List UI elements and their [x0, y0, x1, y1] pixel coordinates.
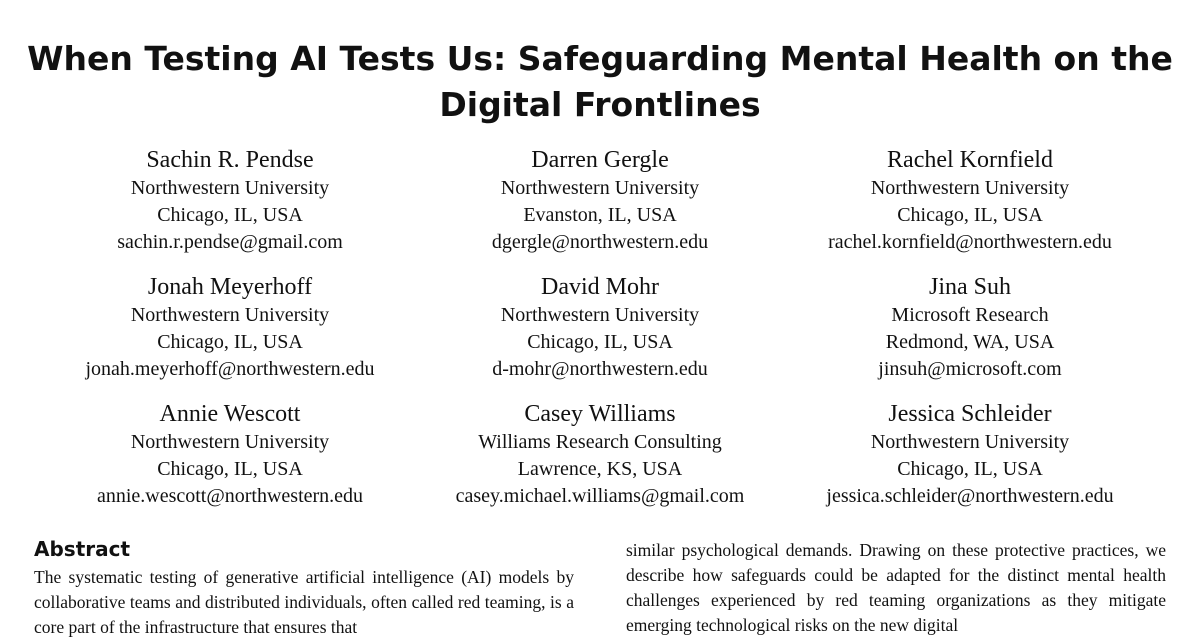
author-affiliation: Northwestern University: [500, 304, 700, 326]
author-email[interactable]: jonah.meyerhoff@northwestern.edu: [85, 358, 375, 380]
author-email[interactable]: annie.wescott@northwestern.edu: [96, 485, 364, 507]
author-email[interactable]: d-mohr@northwestern.edu: [492, 358, 708, 380]
author-name: Rachel Kornfield: [887, 147, 1053, 173]
author-block: [415, 272, 785, 383]
author-block: [45, 272, 415, 383]
author-location: Chicago, IL, USA: [897, 204, 1043, 226]
author-affiliation: Microsoft Research: [891, 304, 1049, 326]
author-affiliation: Northwestern University: [130, 431, 330, 453]
author-location: Chicago, IL, USA: [157, 331, 303, 353]
author-email[interactable]: sachin.r.pendse@gmail.com: [117, 231, 343, 253]
paper-title-line-1: When Testing AI Tests Us: Safeguarding Mental Health on the: [27, 39, 1173, 78]
author-name: David Mohr: [541, 274, 659, 300]
author-block: [415, 399, 785, 510]
author-affiliation: Williams Research Consulting: [478, 431, 722, 453]
author-email[interactable]: rachel.kornfield@northwestern.edu: [828, 231, 1112, 253]
left-column: [34, 535, 574, 640]
author-name: Darren Gergle: [531, 147, 669, 173]
author-name: Casey Williams: [524, 401, 676, 427]
author-email[interactable]: casey.michael.williams@gmail.com: [455, 485, 745, 507]
author-email[interactable]: jinsuh@microsoft.com: [878, 358, 1062, 380]
author-block: [45, 399, 415, 510]
author-block: [785, 272, 1155, 383]
author-location: Evanston, IL, USA: [523, 204, 677, 226]
author-block: [45, 145, 415, 256]
author-location: Lawrence, KS, USA: [517, 458, 683, 480]
abstract-text-right: similar psychological demands. Drawing on these protective practices, we describe how safeguards could be adapted for the distinct mental health challenges experienced by red teaming organizations as they mitigate emerging technological risks on the new digital: [626, 540, 1166, 635]
author-affiliation: Northwestern University: [130, 177, 330, 199]
paper-title-line-2: Digital Frontlines: [439, 85, 761, 124]
abstract-text-left: The systematic testing of generative artificial intelligence (AI) models by collaborative teams and distributed individuals, often called red teaming, is a core part of the infrastructure that ensures that: [34, 567, 574, 637]
right-column: [626, 535, 1166, 638]
author-location: Chicago, IL, USA: [897, 458, 1043, 480]
author-name: Sachin R. Pendse: [146, 147, 314, 173]
author-email[interactable]: dgergle@northwestern.edu: [491, 231, 709, 253]
author-email[interactable]: jessica.schleider@northwestern.edu: [826, 485, 1114, 507]
author-name: Jessica Schleider: [888, 401, 1052, 427]
author-location: Chicago, IL, USA: [157, 204, 303, 226]
paper-title: [0, 36, 1200, 128]
author-block: [785, 399, 1155, 510]
author-block: [785, 145, 1155, 256]
author-grid: [45, 145, 1155, 510]
author-affiliation: Northwestern University: [500, 177, 700, 199]
author-name: Annie Wescott: [159, 401, 301, 427]
author-name: Jina Suh: [928, 274, 1011, 300]
author-affiliation: Northwestern University: [870, 431, 1070, 453]
author-affiliation: Northwestern University: [130, 304, 330, 326]
author-location: Chicago, IL, USA: [527, 331, 673, 353]
abstract-heading: Abstract: [34, 537, 131, 561]
author-name: Jonah Meyerhoff: [147, 274, 313, 300]
author-location: Chicago, IL, USA: [157, 458, 303, 480]
author-affiliation: Northwestern University: [870, 177, 1070, 199]
author-location: Redmond, WA, USA: [885, 331, 1055, 353]
author-block: [415, 145, 785, 256]
